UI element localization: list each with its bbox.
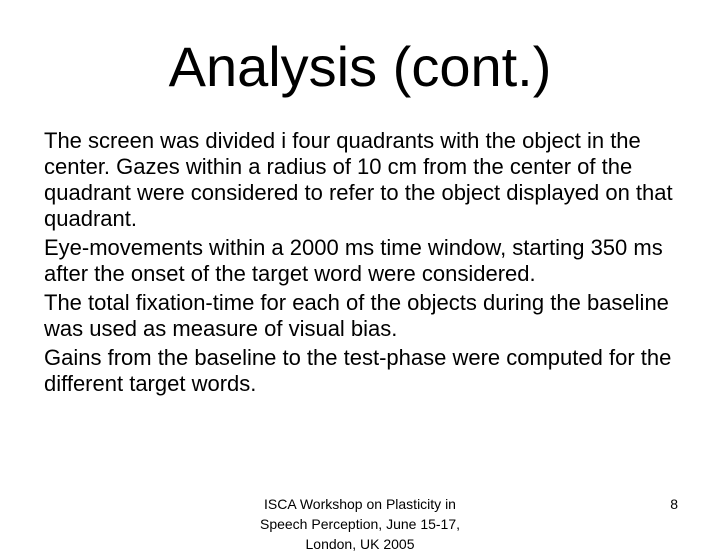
body-paragraph: Gains from the baseline to the test-phase were computed for the different target words. xyxy=(44,345,672,396)
footer-line: London, UK 2005 xyxy=(305,536,415,552)
slide-title: Analysis (cont.) xyxy=(168,35,552,98)
slide-body xyxy=(44,128,704,400)
body-paragraph: Eye-movements within a 2000 ms time window, starting 350 ms after the onset of the target word were considered. xyxy=(44,235,663,286)
footer-line: Speech Perception, June 15-17, xyxy=(259,516,461,532)
body-paragraph: The screen was divided i four quadrants with the object in the center. Gazes within a radius of 10 cm from the center of the quadrant were considered to refer to the object displayed on that quadrant. xyxy=(44,128,673,231)
page-number: 8 xyxy=(670,496,678,512)
footer-line: ISCA Workshop on Plasticity in xyxy=(264,496,456,512)
body-paragraph: The total fixation-time for each of the objects during the baseline was used as measure of visual bias. xyxy=(44,290,669,341)
slide-footer xyxy=(240,494,480,554)
